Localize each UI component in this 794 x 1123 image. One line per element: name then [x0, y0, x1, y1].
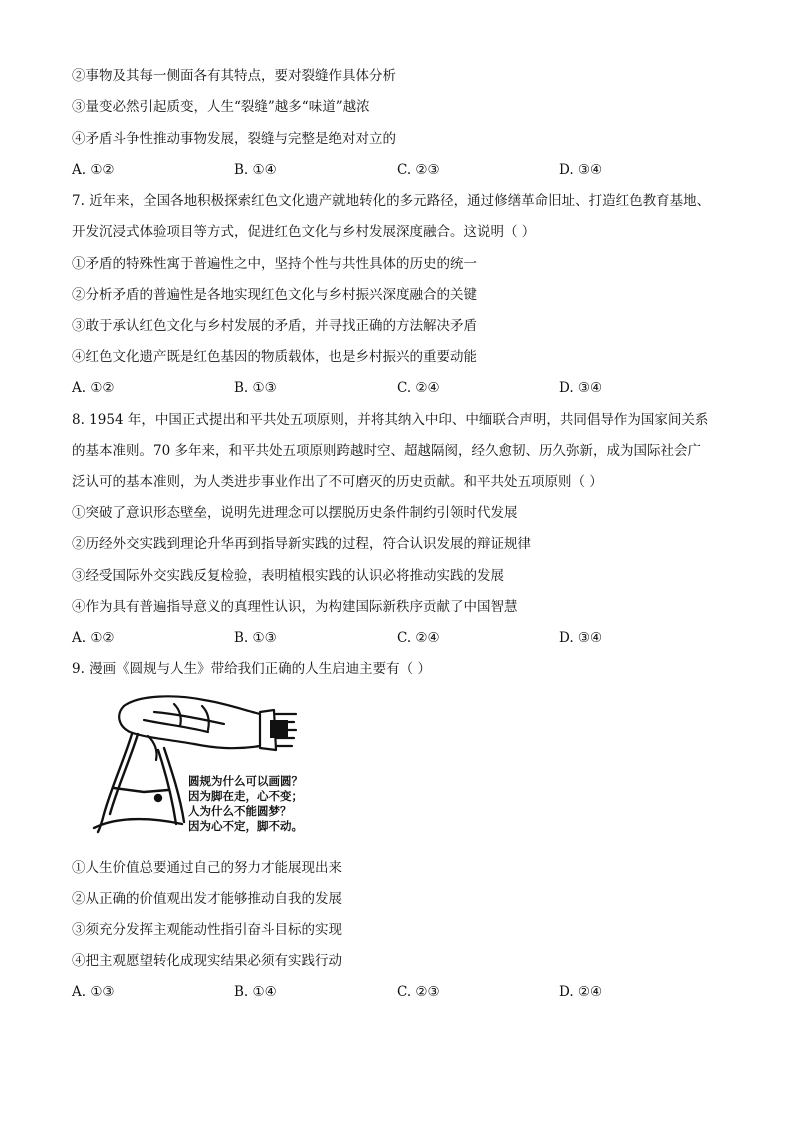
q7-statement-3: ③敢于承认红色文化与乡村发展的矛盾，并寻找正确的方法解决矛盾 — [72, 318, 477, 334]
q9-stem-line-1: 9. 漫画《圆规与人生》带给我们正确的人生启迪主要有（ ） — [72, 661, 431, 677]
q7-option-d[interactable]: D. ③④ — [559, 380, 603, 396]
hand-illustration — [119, 696, 296, 760]
q9-options — [72, 983, 732, 1001]
q8-stem-line-1: 8. 1954 年，中国正式提出和平共处五项原则，并将其纳入中印、中缅联合声明，共同倡导作为国家间关系 — [72, 412, 709, 428]
q6-option-b[interactable]: B. ①④ — [234, 162, 277, 178]
cartoon-caption-3: 人为什么不能圆梦？ — [188, 804, 292, 818]
q9-option-b[interactable]: B. ①④ — [234, 984, 277, 1000]
cartoon-caption-1: 圆规为什么可以画圆？ — [188, 774, 303, 788]
q8-option-c[interactable]: C. ②④ — [397, 630, 440, 646]
q8-option-a[interactable]: A. ①② — [72, 630, 115, 646]
q7-statement-1: ①矛盾的特殊性寓于普遍性之中，坚持个性与共性具体的历史的统一 — [72, 256, 477, 272]
q9-option-a[interactable]: A. ①③ — [72, 984, 115, 1000]
q8-statement-1: ①突破了意识形态壁垒，说明先进理念可以摆脱历史条件制约引领时代发展 — [72, 505, 518, 521]
q8-option-d[interactable]: D. ③④ — [559, 630, 603, 646]
q6-option-c[interactable]: C. ②③ — [397, 162, 440, 178]
compass-illustration — [94, 734, 184, 832]
q9-statement-2: ②从正确的价值观出发才能够推动自我的发展 — [72, 891, 342, 907]
q8-option-b[interactable]: B. ①③ — [234, 630, 277, 646]
sleeve-cuff — [270, 720, 288, 738]
q7-statement-2: ②分析矛盾的普遍性是各地实现红色文化与乡村振兴深度融合的关键 — [72, 287, 477, 303]
q8-statement-4: ④作为具有普遍指导意义的真理性认识，为构建国际新秩序贡献了中国智慧 — [72, 599, 518, 615]
q8-stem-line-2: 的基本准则。70 多年来，和平共处五项原则跨越时空、超越隔阂，经久愈韧、历久弥新，成为国际社会广 — [72, 443, 701, 459]
q7-option-c[interactable]: C. ②④ — [397, 380, 440, 396]
q7-option-a[interactable]: A. ①② — [72, 380, 115, 396]
q7-statement-4: ④红色文化遗产既是红色基因的物质载体，也是乡村振兴的重要动能 — [72, 349, 477, 365]
q9-statement-3: ③须充分发挥主观能动性指引奋斗目标的实现 — [72, 922, 342, 938]
q6-statement-3: ③量变必然引起质变，人生“裂缝”越多“味道”越浓 — [72, 99, 370, 115]
q9-option-c[interactable]: C. ②③ — [397, 984, 440, 1000]
q8-statement-3: ③经受国际外交实践反复检验，表明植根实践的认识必将推动实践的发展 — [72, 568, 504, 584]
q6-options — [72, 161, 732, 179]
q8-statement-2: ②历经外交实践到理论升华再到指导新实践的过程，符合认识发展的辩证规律 — [72, 536, 531, 552]
q8-options — [72, 629, 732, 647]
q7-options — [72, 379, 732, 397]
q7-stem-line-1: 7. 近年来，全国各地积极探索红色文化遗产就地转化的多元路径，通过修缮革命旧址、打造红色教育基地、 — [72, 193, 711, 209]
q9-option-d[interactable]: D. ②④ — [559, 984, 603, 1000]
q9-statement-4: ④把主观愿望转化成现实结果必须有实践行动 — [72, 953, 342, 969]
q7-stem-line-2: 开发沉浸式体验项目等方式，促进红色文化与乡村发展深度融合。这说明（ ） — [72, 224, 536, 240]
compass-cartoon — [84, 690, 346, 842]
q6-statement-4: ④矛盾斗争性推动事物发展，裂缝与完整是绝对对立的 — [72, 131, 396, 147]
q6-option-a[interactable]: A. ①② — [72, 162, 115, 178]
q8-stem-line-3: 泛认可的基本准则，为人类进步事业作出了不可磨灭的历史贡献。和平共处五项原则（ ） — [72, 474, 603, 490]
q9-statement-1: ①人生价值总要通过自己的努力才能展现出来 — [72, 860, 342, 876]
q6-statement-2: ②事物及其每一侧面各有其特点，要对裂缝作具体分析 — [72, 68, 396, 84]
q7-option-b[interactable]: B. ①③ — [234, 380, 277, 396]
cartoon-caption-2: 因为脚在走，心不变； — [188, 789, 303, 803]
q6-option-d[interactable]: D. ③④ — [559, 162, 603, 178]
cartoon-caption-4: 因为心不定，脚不动。 — [188, 819, 303, 833]
